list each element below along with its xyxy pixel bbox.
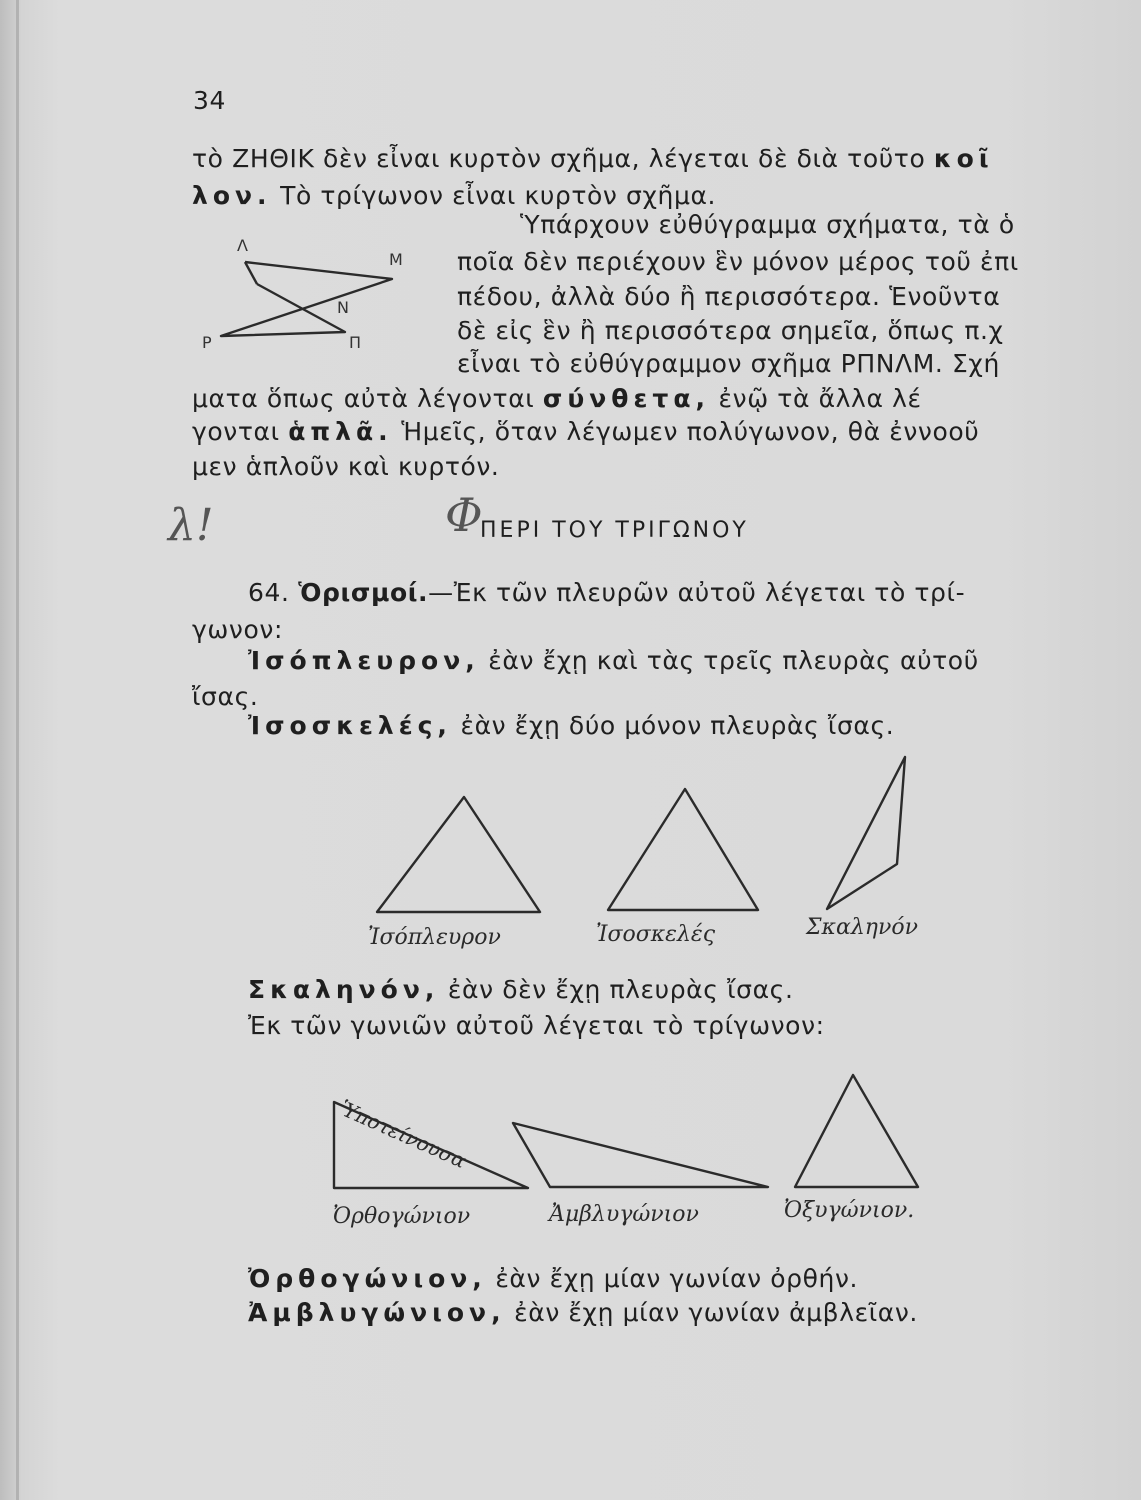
equilateral-triangle xyxy=(377,797,540,912)
compound-shape-edge xyxy=(245,262,257,284)
triangles-by-sides-figure xyxy=(360,745,980,925)
obtuse-triangle xyxy=(513,1123,768,1187)
label-isopleuron: Ἰσόπλευρον xyxy=(368,925,501,950)
label-isoskeles: Ἰσοσκελές xyxy=(596,922,716,947)
label-L: Λ xyxy=(237,236,248,255)
def-isoskeles: Ἰσοσκελές, ἐὰν ἔχῃ δύο μόνον πλευρὰς ἴσας. xyxy=(248,711,895,740)
def-isopleuron-cont: ἴσας. xyxy=(192,682,259,711)
text-line-7: εἶναι τὸ εὐθύγραμμον σχῆμα ΡΠΝΛΜ. Σχή xyxy=(457,349,1000,378)
label-skalinon: Σκαληνόν xyxy=(806,915,918,940)
label-M: Μ xyxy=(389,250,403,269)
def-isopleuron: Ἰσόπλευρον, ἐὰν ἔχῃ καὶ τὰς τρεῖς πλευρὰς αὐτοῦ xyxy=(248,646,979,675)
page-number: 34 xyxy=(193,86,227,115)
text-line-2: λον. Τὸ τρίγωνον εἶναι κυρτὸν σχῆμα. xyxy=(192,181,717,210)
section-heading: ΠΕΡΙ ΤΟΥ ΤΡΙΓΩΝΟΥ xyxy=(480,518,749,543)
label-hypotenuse: Ὑποτείνουσα xyxy=(336,1096,470,1173)
text-line-3: Ὑπάρχουν εὐθύγραμμα σχήματα, τὰ ὁ xyxy=(520,210,1015,239)
label-Pi: Π xyxy=(349,333,362,352)
label-N: Ν xyxy=(337,298,349,317)
scalene-triangle xyxy=(827,757,905,909)
label-P: Ρ xyxy=(202,333,212,352)
label-amvlygonion: Ἀμβλυγώνιον xyxy=(549,1202,699,1227)
def-orthogonion: Ὀρθογώνιον, ἐὰν ἔχῃ μίαν γωνίαν ὀρθήν. xyxy=(248,1264,859,1293)
handwritten-heading-mark: Φ xyxy=(445,488,483,542)
text-line-5: πέδου, ἀλλὰ δύο ἢ περισσότερα. Ἑνοῦντα xyxy=(457,282,1001,311)
text-line-8: ματα ὅπως αὐτὰ λέγονται σύνθετα, ἐνῷ τὰ ἄλλα λέ xyxy=(192,384,922,413)
page-edge-shadow xyxy=(16,0,19,1500)
label-orthogonion: Ὀρθογώνιον xyxy=(333,1204,471,1229)
definitions-intro: 64. Ὁρισμοί.—Ἐκ τῶν πλευρῶν αὐτοῦ λέγεται τὸ τρί- xyxy=(248,578,966,607)
def-amvlygonion: Ἀμβλυγώνιον, ἐὰν ἔχῃ μίαν γωνίαν ἀμβλεῖαν. xyxy=(248,1298,918,1327)
definitions-intro-cont: γωνον: xyxy=(192,615,283,644)
isosceles-triangle xyxy=(608,789,758,910)
text-line-4: ποῖα δὲν περιέχουν ἓν μόνον μέρος τοῦ ἐπι xyxy=(457,247,1019,276)
label-oxygonion: Ὀξυγώνιον. xyxy=(784,1198,915,1223)
handwritten-margin-mark: λ! xyxy=(168,500,214,551)
text-line-10: μεν ἁπλοῦν καὶ κυρτόν. xyxy=(192,452,500,481)
def-skalinon: Σκαληνόν, ἐὰν δὲν ἔχῃ πλευρὰς ἴσας. xyxy=(248,975,794,1004)
text-line-9: γονται ἁπλᾶ. Ἡμεῖς, ὅταν λέγωμεν πολύγωνον, θὰ ἐννοοῦ xyxy=(192,417,980,446)
acute-triangle xyxy=(795,1075,918,1187)
compound-shape-lines xyxy=(221,262,392,336)
text-line-1: τὸ ΖΗΘΙΚ δὲν εἶναι κυρτὸν σχῆμα, λέγεται δὲ διὰ τοῦτο κοῖ xyxy=(192,144,994,173)
text-line-6: δὲ εἰς ἓν ἢ περισσότερα σημεῖα, ὅπως π.χ xyxy=(457,316,1004,345)
angles-intro: Ἐκ τῶν γωνιῶν αὐτοῦ λέγεται τὸ τρίγωνον: xyxy=(248,1011,825,1040)
